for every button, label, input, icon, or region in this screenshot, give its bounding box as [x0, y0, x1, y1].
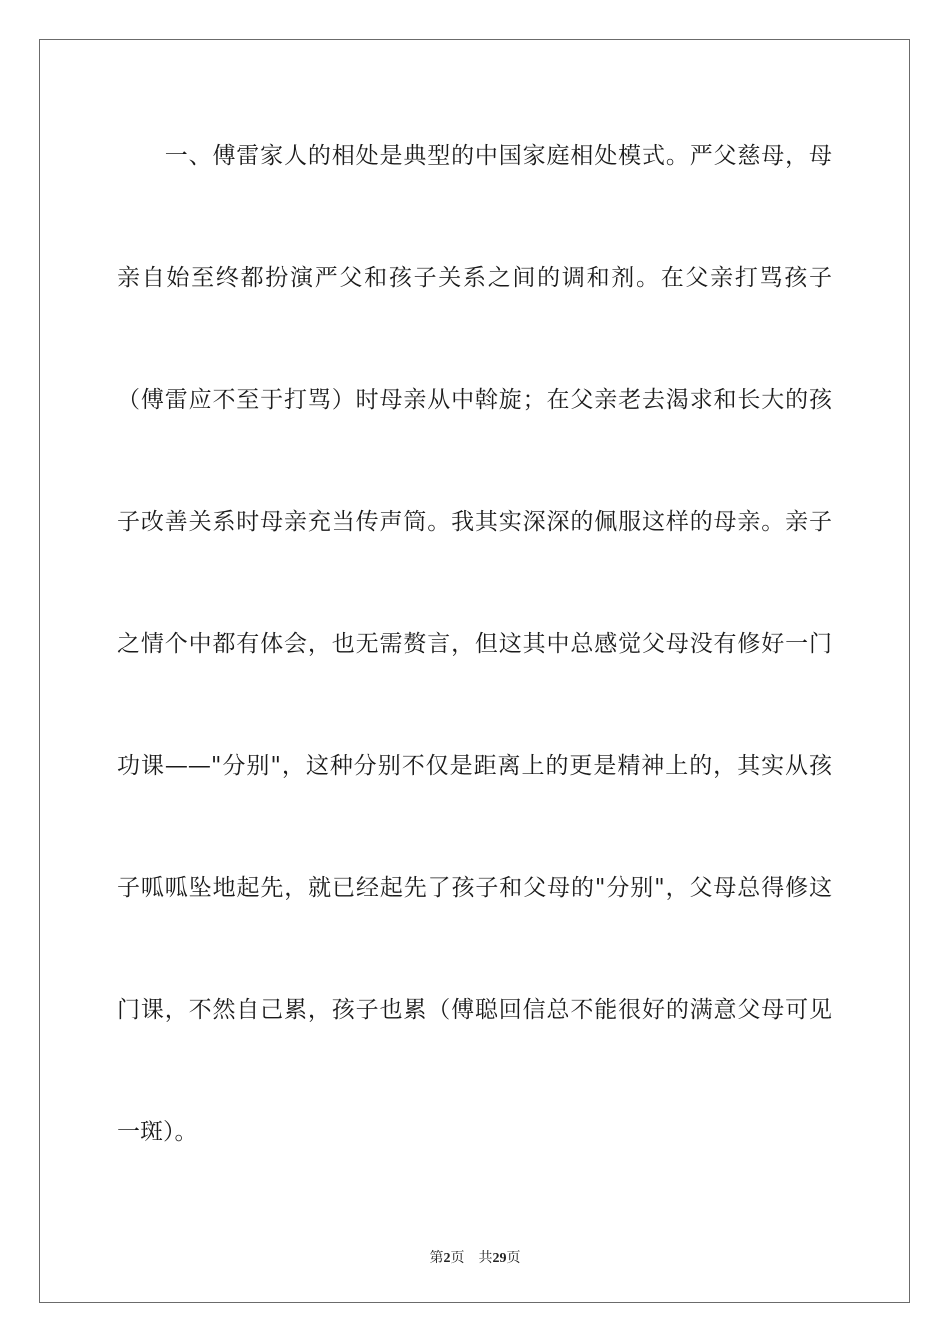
page-number: 2	[443, 1251, 451, 1266]
paragraph-line: 之情个中都有体会，也无需赘言，但这其中总感觉父母没有修好一门	[117, 631, 832, 657]
page-border	[39, 39, 910, 1303]
page-prefix: 第	[429, 1250, 444, 1266]
paragraph-line: （傅雷应不至于打骂）时母亲从中斡旋；在父亲老去渴求和长大的孩	[117, 387, 832, 413]
paragraph-line: 子改善关系时母亲充当传声筒。我其实深深的佩服这样的母亲。亲子	[117, 509, 832, 535]
paragraph-line: 一斑）。	[117, 1119, 198, 1145]
page-suffix: 页	[450, 1250, 465, 1266]
paragraph-line: 子呱呱坠地起先，就已经起先了孩子和父母的"分别"，父母总得修这	[117, 875, 832, 901]
paragraph-line: 功课——"分别"，这种分别不仅是距离上的更是精神上的，其实从孩	[117, 753, 832, 779]
paragraph-line: 亲自始至终都扮演严父和孩子关系之间的调和剂。在父亲打骂孩子	[117, 265, 832, 291]
paragraph-line: 门课，不然自己累，孩子也累（傅聪回信总不能很好的满意父母可见	[117, 997, 832, 1023]
total-suffix: 页	[506, 1250, 521, 1266]
paragraph-line: 一、傅雷家人的相处是典型的中国家庭相处模式。严父慈母，母	[117, 143, 832, 169]
total-pages: 29	[492, 1251, 507, 1266]
page-footer	[0, 1248, 950, 1269]
total-prefix: 共	[478, 1250, 493, 1266]
